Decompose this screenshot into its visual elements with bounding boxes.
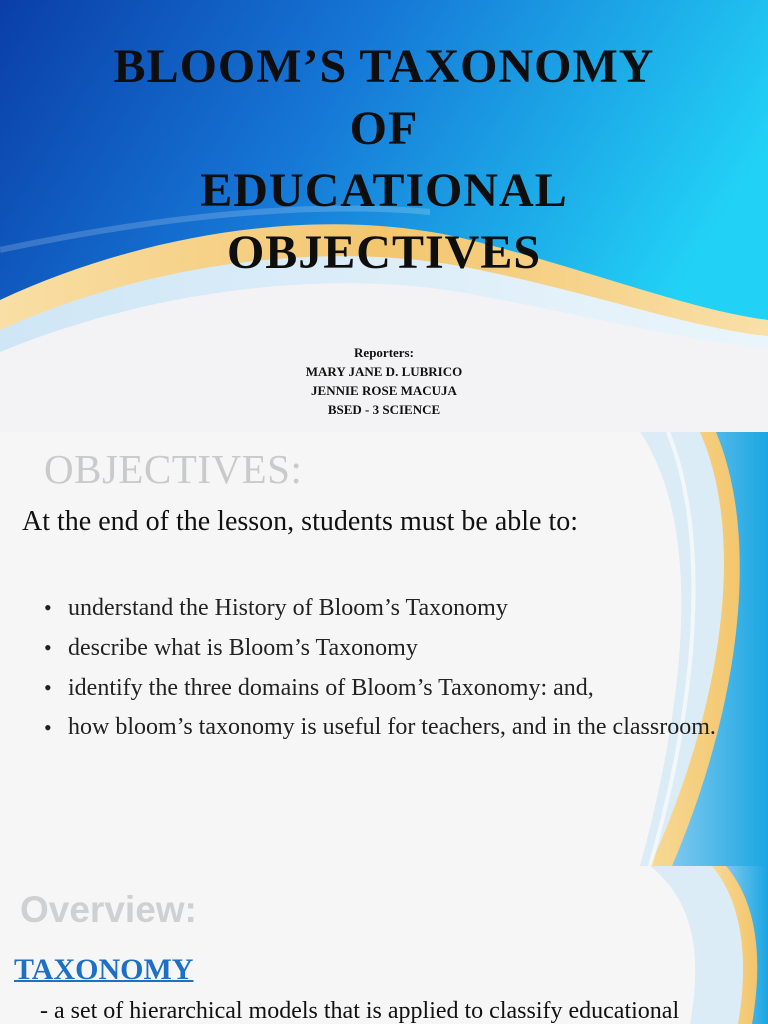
objective-item-2: • describe what is Bloom’s Taxonomy bbox=[44, 630, 734, 666]
reporter-name-1: MARY JANE D. LUBRICO bbox=[305, 364, 463, 379]
objective-item-3: • identify the three domains of Bloom’s Taxonomy: and, bbox=[44, 670, 734, 706]
objectives-slide bbox=[0, 432, 768, 866]
objective-item-1: • understand the History of Bloom’s Taxonomy bbox=[44, 590, 734, 626]
title-line-2: OF bbox=[349, 102, 419, 155]
taxonomy-definition: - a set of hierarchical models that is applied to classify educational bbox=[40, 998, 680, 1024]
reporter-section: BSED - 3 SCIENCE bbox=[327, 402, 441, 417]
title-line-3: EDUCATIONAL bbox=[200, 164, 568, 217]
objectives-intro: At the end of the lesson, students must be able to: bbox=[22, 506, 579, 537]
title-line-1: BLOOM’S TAXONOMY bbox=[113, 40, 655, 93]
objectives-list bbox=[44, 590, 734, 749]
reporters-label: Reporters: bbox=[354, 345, 414, 360]
title-slide bbox=[0, 0, 768, 432]
objectives-heading: OBJECTIVES: bbox=[44, 446, 303, 492]
overview-heading: Overview: bbox=[20, 889, 197, 930]
title-line-4: OBJECTIVES bbox=[226, 226, 542, 279]
taxonomy-term-link[interactable]: TAXONOMY bbox=[14, 953, 194, 986]
objective-item-4: • how bloom’s taxonomy is useful for teachers, and in the classroom. bbox=[44, 710, 734, 745]
overview-slide bbox=[0, 866, 768, 1024]
reporters-block bbox=[0, 343, 768, 419]
reporter-name-2: JENNIE ROSE MACUJA bbox=[311, 383, 457, 398]
title-block bbox=[0, 36, 768, 284]
